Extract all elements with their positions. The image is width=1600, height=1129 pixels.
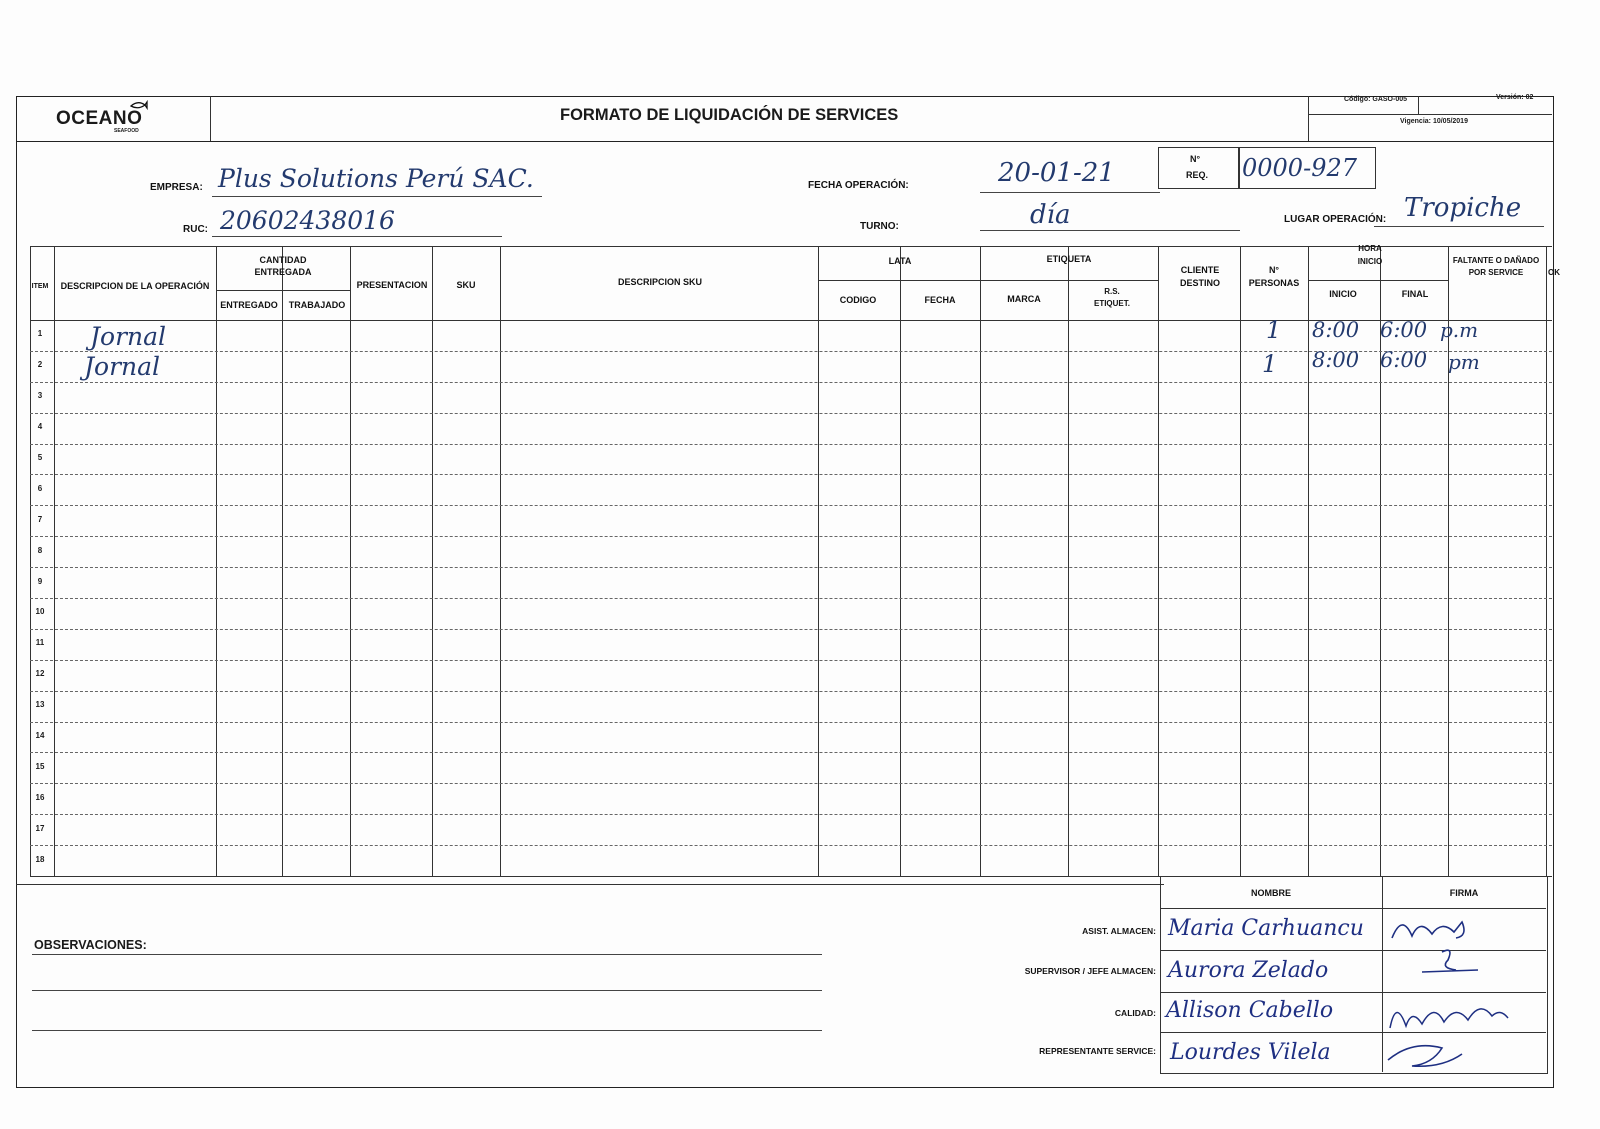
row1-personas: 1 [1266, 316, 1282, 344]
row-number: 13 [35, 700, 45, 710]
table-col-line [282, 246, 283, 876]
table-row-line [30, 691, 1552, 692]
table-col-line [1240, 246, 1241, 876]
table-row-line [30, 752, 1552, 753]
table-col-line [54, 246, 55, 876]
table-col-line [500, 246, 501, 876]
header-sep-4 [1308, 114, 1552, 115]
header-codigo: CODIGO [839, 295, 877, 305]
lugar-label: LUGAR OPERACIÓN: [1284, 214, 1387, 225]
table-row-line [30, 814, 1552, 815]
signature-scribbles [1382, 908, 1546, 1072]
row-number: 17 [35, 823, 45, 833]
table-row-line [30, 660, 1552, 661]
ruc-value: 20602438016 [220, 206, 395, 235]
table-row-line [30, 536, 1552, 537]
lugar-value: Tropiche [1404, 193, 1522, 223]
logo-text: OCEANO [56, 108, 143, 129]
form-title: FORMATO DE LIQUIDACIÓN DE SERVICES [560, 106, 899, 124]
turno-label: TURNO: [860, 221, 899, 232]
header-rs-etiquet: R.S. ETIQUET. [1093, 287, 1130, 308]
ruc-label: RUC: [183, 224, 208, 235]
form-version: Versión: 02 [1496, 94, 1534, 101]
logo-subtext: SEAFOOD [114, 128, 139, 134]
header-etiqueta: ETIQUETA [1046, 254, 1092, 264]
row-number: 3 [37, 391, 43, 401]
table-row-line [30, 505, 1552, 506]
nombre-header: NOMBRE [1251, 888, 1291, 898]
table-col-line [900, 246, 901, 876]
table-row-line [30, 598, 1552, 599]
row-number: 12 [35, 669, 45, 679]
header-item: ITEM [31, 283, 49, 290]
row-number: 2 [37, 360, 43, 370]
header-divider [16, 141, 1554, 142]
table-col-line [432, 246, 433, 876]
header-fecha: FECHA [924, 295, 956, 305]
observaciones-label: OBSERVACIONES: [34, 938, 147, 952]
turno-underline [980, 230, 1240, 231]
table-top-line [30, 246, 1552, 247]
firma-header: FIRMA [1449, 888, 1479, 898]
table-col-line [216, 246, 217, 876]
header-hora-inicio: HORA INICIO [1357, 244, 1383, 266]
row2-personas: 1 [1262, 350, 1278, 378]
table-col-line [980, 246, 981, 876]
row-number: 16 [35, 792, 45, 802]
row-number: 1 [37, 329, 43, 339]
row1-faltante: p.m [1440, 318, 1479, 342]
table-col-line [1308, 246, 1309, 876]
empresa-underline [212, 196, 542, 197]
role-asist-label: ASIST. ALMACEN: [1082, 926, 1156, 936]
supervisor-nombre: Aurora Zelado [1168, 958, 1329, 983]
table-col-line [30, 246, 31, 876]
table-row-line [30, 567, 1552, 568]
header-descripcion-sku: DESCRIPCION SKU [617, 277, 702, 287]
req-label: REQ. [1186, 170, 1209, 180]
row1-inicio: 8:00 [1312, 318, 1360, 342]
form-vigencia: Vigencia: 10/05/2019 [1400, 118, 1468, 125]
table-row-line [30, 413, 1552, 414]
header-n-personas: N° PERSONAS [1248, 265, 1300, 288]
header-trabajado: TRABAJADO [288, 300, 346, 310]
form-code: Código: GASO-005 [1344, 96, 1408, 103]
req-value: 0000-927 [1242, 154, 1357, 182]
table-col-line [1068, 246, 1069, 876]
row-number: 4 [37, 422, 43, 432]
row-number: 15 [35, 761, 45, 771]
row-number: 6 [37, 483, 43, 493]
req-label-n: N° [1190, 154, 1201, 164]
row2-final: 6:00 [1380, 348, 1428, 372]
table-row-line [30, 474, 1552, 475]
header-entregado: ENTREGADO [220, 300, 278, 310]
row-number: 7 [37, 514, 43, 524]
row1-final: 6:00 [1380, 318, 1428, 342]
representante-nombre: Lourdes Vilela [1170, 1040, 1331, 1065]
table-col-line [1546, 246, 1547, 876]
header-sku: SKU [456, 280, 476, 290]
table-col-line [818, 246, 819, 876]
lata-etiqueta-subheader-line [818, 280, 1158, 281]
header-marca: MARCA [1007, 294, 1041, 304]
row-number: 8 [37, 545, 43, 555]
table-row-line [30, 444, 1552, 445]
header-lata: LATA [888, 256, 912, 266]
asist-nombre: Maria Carhuancu [1168, 916, 1364, 941]
header-cliente-destino: CLIENTE DESTINO [1179, 265, 1220, 288]
table-row-line [30, 783, 1552, 784]
logo-fish-icon [130, 100, 148, 110]
fecha-label: FECHA OPERACIÓN: [808, 180, 909, 191]
header-descripcion: DESCRIPCION DE LA OPERACIÓN [60, 281, 210, 291]
header-presentacion: PRESENTACION [356, 280, 428, 290]
table-row-line [30, 382, 1552, 383]
header-ok: OK [1548, 268, 1560, 277]
empresa-label: EMPRESA: [150, 182, 203, 193]
header-inicio: INICIO [1329, 289, 1357, 299]
obs-top-line [16, 884, 1164, 885]
row-number: 11 [35, 638, 45, 648]
table-row-line [30, 845, 1552, 846]
hora-subheader-line [1308, 280, 1448, 281]
obs-line-3 [32, 1030, 822, 1031]
row-number: 5 [37, 453, 43, 462]
empresa-value: Plus Solutions Perú SAC. [218, 164, 534, 193]
role-supervisor-label: SUPERVISOR / JEFE ALMACEN: [1024, 966, 1156, 976]
row1-descripcion: Jornal [90, 322, 167, 351]
lugar-underline [1374, 226, 1544, 227]
table-col-line [1158, 246, 1159, 876]
row2-faltante: pm [1448, 350, 1480, 374]
header-faltante: FALTANTE O DAÑADO POR SERVICE [1452, 256, 1540, 277]
role-calidad-label: CALIDAD: [1114, 1008, 1156, 1018]
calidad-nombre: Allison Cabello [1166, 998, 1334, 1023]
turno-value: día [1030, 200, 1071, 230]
row-number: 18 [35, 854, 45, 864]
row-number: 10 [35, 607, 45, 617]
header-cantidad: CANTIDAD ENTREGADA [254, 255, 312, 277]
table-col-line [350, 246, 351, 876]
fecha-underline [980, 192, 1160, 193]
obs-line-1 [32, 954, 822, 955]
obs-line-2 [32, 990, 822, 991]
header-sep-1 [210, 96, 211, 141]
role-representante-label: REPRESENTANTE SERVICE: [1039, 1046, 1156, 1056]
header-final: FINAL [1401, 289, 1429, 299]
row-number: 9 [37, 576, 43, 586]
fecha-value: 20-01-21 [998, 158, 1115, 188]
header-sep-3 [1418, 96, 1419, 114]
header-sep-2 [1308, 96, 1309, 141]
ruc-underline [212, 236, 502, 237]
row2-descripcion: Jornal [84, 352, 161, 381]
table-row-line [30, 629, 1552, 630]
row2-inicio: 8:00 [1312, 348, 1360, 372]
row-number: 14 [35, 731, 45, 740]
cantidad-subheader-line [216, 290, 350, 291]
table-row-line [30, 722, 1552, 723]
